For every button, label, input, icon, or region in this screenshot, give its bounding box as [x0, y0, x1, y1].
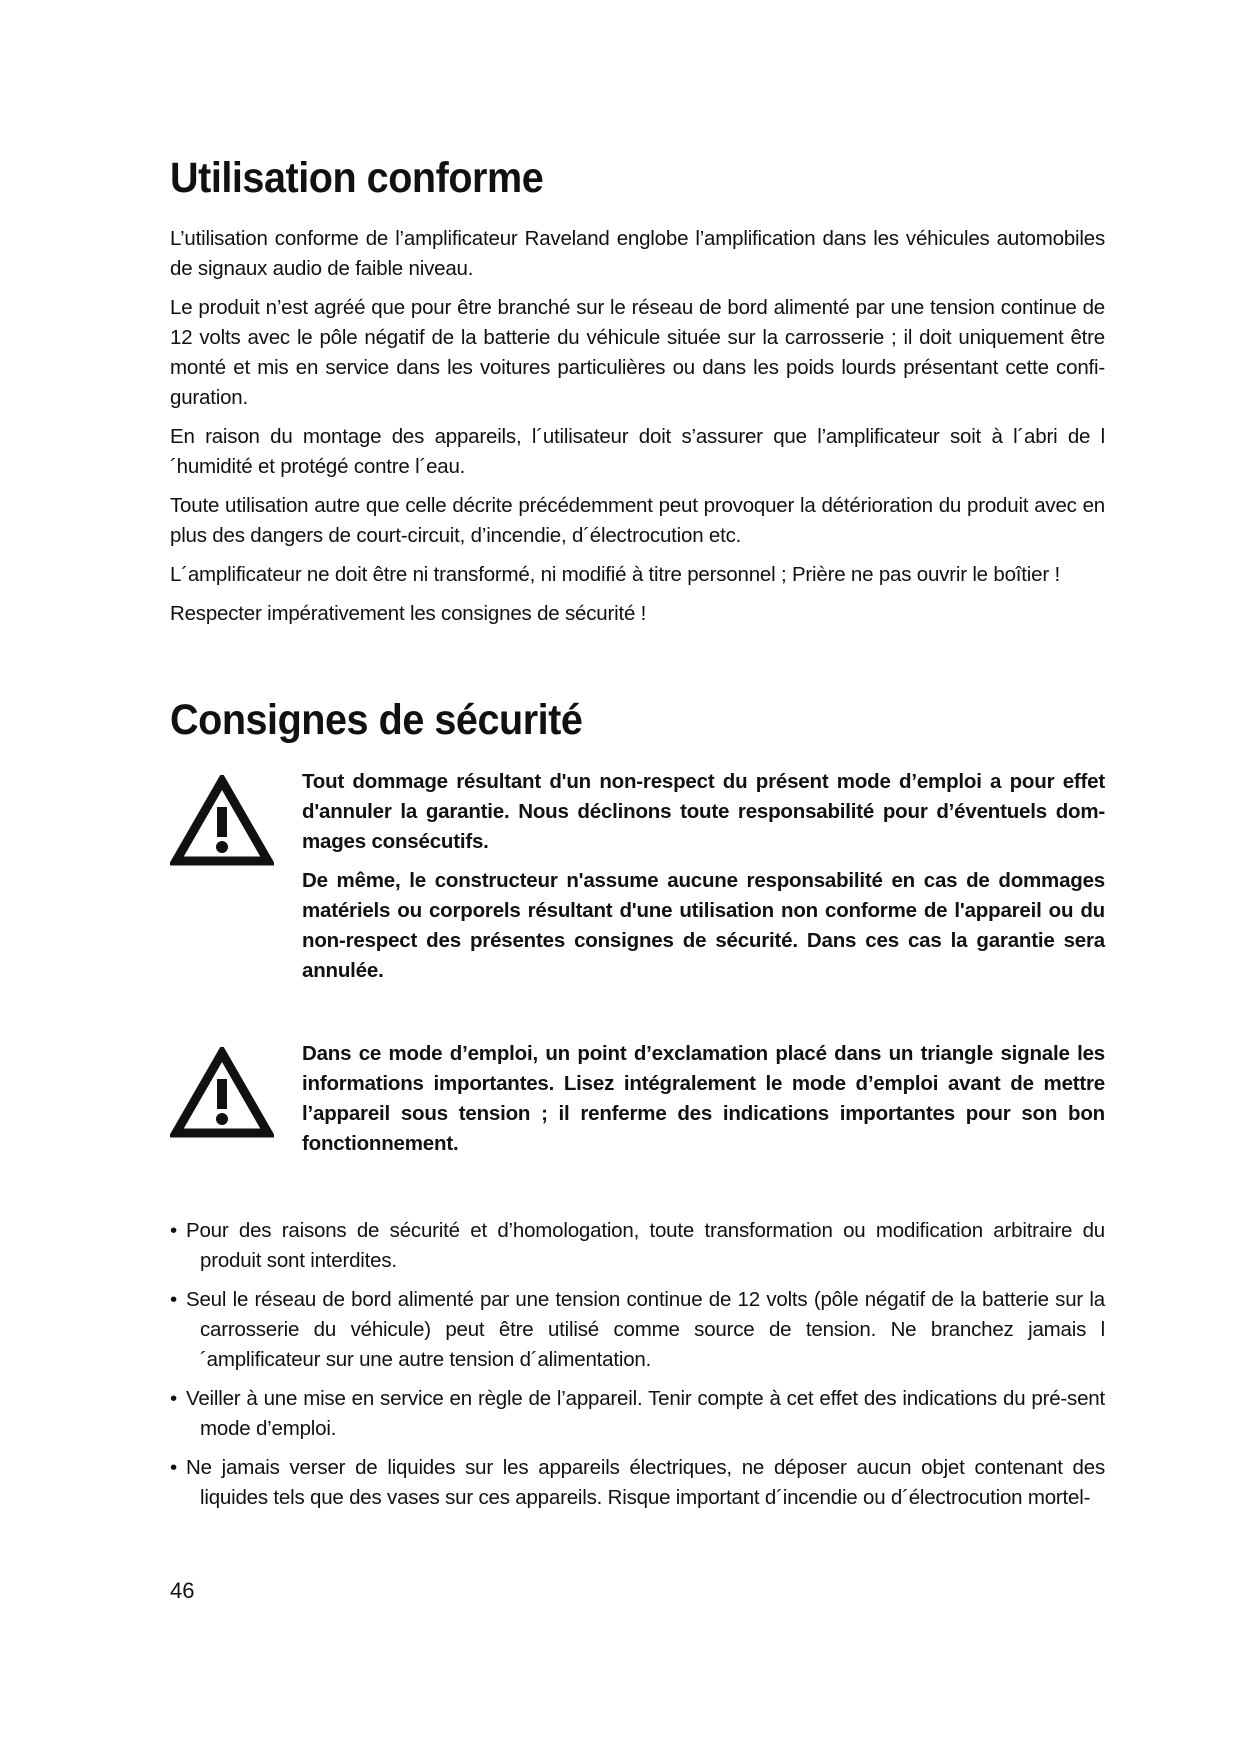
list-item — [170, 1216, 1105, 1276]
bullet: • — [170, 1455, 177, 1479]
warning-text: De même, le constructeur n'assume aucune responsabilité en cas de dommages matériels ou corporels résultant d'une utilisation non conforme de l'appareil ou du non-respect des présentes consignes de sécurité. Dans ces cas la garantie sera annulée. — [302, 868, 1105, 982]
bullet: • — [170, 1287, 177, 1311]
warning-block — [170, 1039, 1105, 1168]
warning-block — [170, 767, 1105, 995]
paragraph: Respecter impérativement les consignes de sécurité ! — [170, 602, 647, 626]
paragraph: Le produit n’est agréé que pour être branché sur le réseau de bord alimenté par une tension continue de 12 volts avec le pôle négatif de la batterie du véhicule située sur la carrosserie ; il doit uniquement être monté et mis en service dans les voitures particulières ou dans les poids lourds présentant cette confi-guration. — [170, 296, 1105, 410]
warning-triangle-icon — [170, 1039, 302, 1139]
safety-bullet-list — [170, 1216, 1105, 1513]
warning-triangle-icon — [170, 767, 302, 867]
paragraph: L’utilisation conforme de l’amplificateur Raveland englobe l’amplification dans les véhicules automobiles de signaux audio de faible niveau. — [170, 227, 1105, 281]
paragraph: Toute utilisation autre que celle décrite précédemment peut provoquer la détérioration du produit avec en plus des dangers de court-circuit, d’incendie, d´électrocution etc. — [170, 494, 1105, 548]
list-item-text: Veiller à une mise en service en règle de l’appareil. Tenir compte à cet effet des indications du pré-sent mode d’emploi. — [186, 1386, 1105, 1440]
document-page — [170, 155, 1105, 1522]
section-title-consignes: Consignes de sécurité — [170, 696, 583, 745]
list-item-text: Pour des raisons de sécurité et d’homologation, toute transformation ou modification arbitraire du produit sont interdites. — [186, 1218, 1105, 1272]
safety-section — [170, 697, 1105, 1512]
list-item-text: Seul le réseau de bord alimenté par une tension continue de 12 volts (pôle négatif de la batterie sur la carrosserie du véhicule) peut être utilisé comme source de tension. Ne branchez jamais l´amplificateur sur une autre tension d´alimentation. — [186, 1287, 1105, 1371]
paragraph: L´amplificateur ne doit être ni transformé, ni modifié à titre personnel ; Prière ne pas ouvrir le boîtier ! — [170, 563, 1060, 587]
bullet: • — [170, 1218, 177, 1242]
bullet: • — [170, 1386, 177, 1410]
list-item-text: Ne jamais verser de liquides sur les appareils électriques, ne déposer aucun objet contenant des liquides tels que des vases sur ces appareils. Risque important d´incendie ou d´électrocution mortel- — [186, 1455, 1105, 1509]
section-title-utilisation: Utilisation conforme — [170, 154, 544, 202]
warning-text: Dans ce mode d’emploi, un point d’exclamation placé dans un triangle signale les informations importantes. Lisez intégralement le mode d’emploi avant de mettre l’appareil sous tension ; il renferme des indications importantes pour son bon fonctionnement. — [302, 1041, 1105, 1155]
list-item — [170, 1285, 1105, 1375]
list-item — [170, 1453, 1105, 1513]
warning-text: Tout dommage résultant d'un non-respect du présent mode d’emploi a pour effet d'annuler la garantie. Nous déclinons toute responsabilité pour d’éventuels dom-mages consécutifs. — [302, 769, 1105, 853]
list-item — [170, 1384, 1105, 1444]
paragraph: En raison du montage des appareils, l´utilisateur doit s’assurer que l’amplificateur soit à l´abri de l´humidité et protégé contre l´eau. — [170, 425, 1105, 479]
page-number: 46 — [170, 1578, 195, 1603]
